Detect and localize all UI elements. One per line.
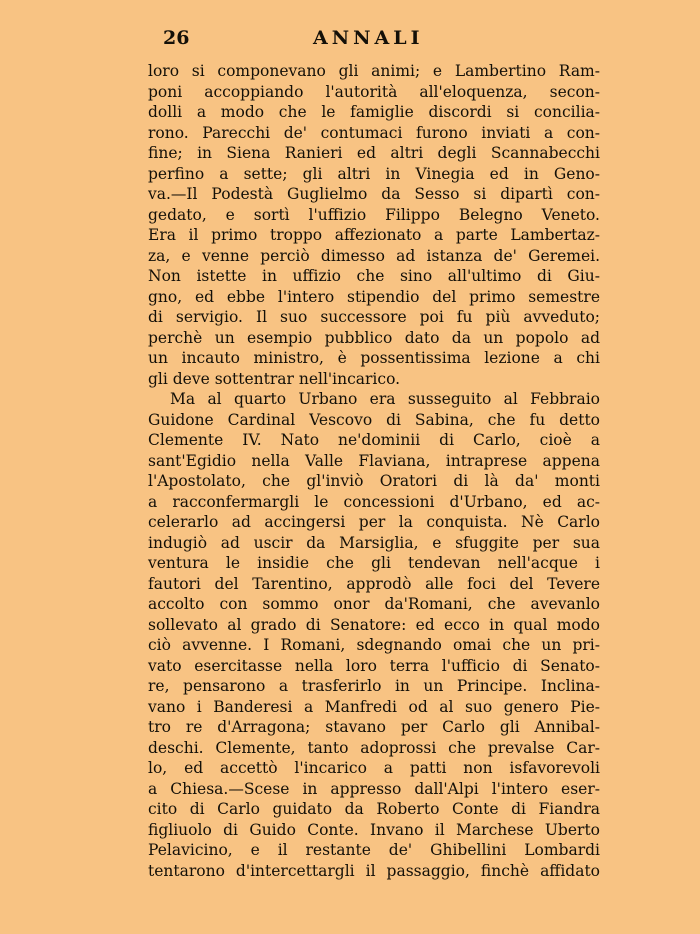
text-line: indugiò ad uscir da Marsiglia, e sfuggite per sua	[148, 533, 600, 552]
text-line: deschi. Clemente, tanto adoprossi che prevalse Car-	[148, 738, 600, 757]
page-number: 26	[163, 27, 190, 49]
text-line: za, e venne perciò dimesso ad istanza de' Geremei.	[148, 246, 600, 265]
text-line: gno, ed ebbe l'intero stipendio del primo semestre	[148, 287, 600, 306]
text-line: re, pensarono a trasferirlo in un Principe. Inclina-	[148, 677, 600, 695]
text-line: va.—Il Podestà Guglielmo da Sesso si dipartì con-	[148, 185, 600, 203]
text-line: sant'Egidio nella Valle Flaviana, intraprese appena	[148, 451, 600, 470]
text-line: dolli a modo che le famiglie discordi si concilia-	[148, 103, 600, 121]
text-line: vato esercitasse nella loro terra l'ufficio di Senato-	[148, 656, 600, 675]
body-text	[148, 61, 600, 881]
text-line: Guidone Cardinal Vescovo di Sabina, che fu detto	[148, 410, 600, 429]
text-line: tentarono d'intercettargli il passaggio, finchè affidato	[148, 861, 600, 880]
text-line: sollevato al grado di Senatore: ed ecco in qual modo	[148, 615, 600, 634]
text-line: lo, ed accettò l'incarico a patti non isfavorevoli	[148, 759, 600, 777]
text-line: l'Apostolato, che gl'inviò Oratori di là da' monti	[148, 472, 600, 490]
text-line: perfino a sette; gli altri in Vinegia ed in Geno-	[148, 164, 600, 183]
text-line: loro si componevano gli animi; e Lambertino Ram-	[148, 62, 600, 80]
text-line: a Chiesa.—Scese in appresso dall'Alpi l'intero eser-	[148, 779, 600, 798]
text-line: vano i Banderesi a Manfredi od al suo genero Pie-	[148, 697, 600, 716]
text-line: di servigio. Il suo successore poi fu più avveduto;	[148, 308, 600, 326]
text-line: Clemente IV. Nato ne'dominii di Carlo, cioè a	[148, 431, 600, 449]
text-line: un incauto ministro, è possentissima lezione a chi	[148, 349, 600, 367]
paragraph	[148, 389, 600, 881]
text-line: figliuolo di Guido Conte. Invano il Marchese Uberto	[148, 820, 600, 839]
running-title: ANNALI	[313, 27, 424, 49]
text-line: Era il primo troppo affezionato a parte Lambertaz-	[148, 226, 600, 244]
text-line: ciò avvenne. I Romani, sdegnando omai che un pri-	[148, 636, 600, 654]
text-line: celerarlo ad accingersi per la conquista. Nè Carlo	[148, 513, 600, 531]
text-line: Non istette in uffizio che sino all'ultimo di Giu-	[148, 267, 600, 285]
text-line: fine; in Siena Ranieri ed altri degli Scannabecchi	[148, 144, 600, 162]
running-head	[163, 26, 603, 50]
text-line: gedato, e sortì l'uffizio Filippo Belegno Veneto.	[148, 205, 600, 224]
text-line: ventura le insidie che gli tendevan nell'acque i	[148, 554, 600, 572]
text-line: fautori del Tarentino, approdò alle foci del Tevere	[148, 574, 600, 593]
text-line: gli deve sottentrar nell'incarico.	[148, 369, 401, 388]
text-line: poni accoppiando l'autorità all'eloquenza, secon-	[148, 82, 600, 101]
text-line: a racconfermargli le concessioni d'Urbano, ed ac-	[148, 492, 600, 511]
text-line: Pelavicino, e il restante de' Ghibellini Lombardi	[148, 841, 600, 859]
paragraph	[148, 61, 600, 389]
text-line: accolto con sommo onor da'Romani, che avevanlo	[148, 595, 600, 613]
text-line: rono. Parecchi de' contumaci furono inviati a con-	[148, 123, 600, 142]
text-line: cito di Carlo guidato da Roberto Conte di Fiandra	[148, 800, 600, 818]
text-line: tro re d'Arragona; stavano per Carlo gli Annibal-	[148, 718, 600, 736]
text-line: Ma al quarto Urbano era susseguito al Febbraio	[170, 390, 600, 408]
text-line: perchè un esempio pubblico dato da un popolo ad	[148, 328, 600, 347]
